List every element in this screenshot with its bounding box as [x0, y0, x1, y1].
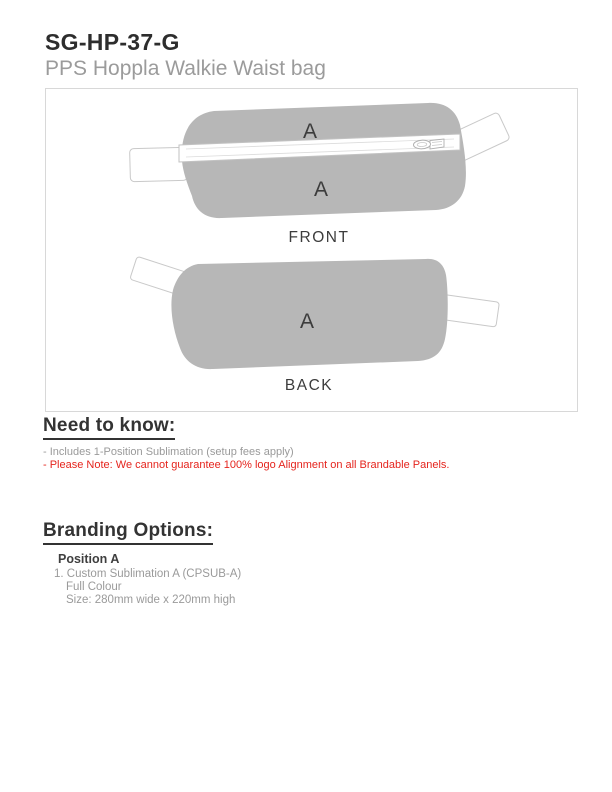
note-sublimation: - Includes 1-Position Sublimation (setup fees apply) — [43, 446, 294, 458]
need-to-know-section — [43, 415, 175, 440]
front-bottom-panel-marker: A — [313, 178, 329, 201]
front-top-panel-marker: A — [302, 120, 318, 143]
position-a-method: 1. Custom Sublimation A (CPSUB-A) — [54, 568, 242, 580]
front-caption: FRONT — [288, 229, 350, 246]
waist-bag-diagram — [46, 89, 575, 409]
product-diagram-box — [45, 88, 578, 412]
back-caption: BACK — [284, 377, 334, 394]
front-view-illustration — [130, 103, 511, 246]
branding-options-heading: Branding Options: — [43, 520, 213, 545]
position-a-size: Size: 280mm wide x 220mm high — [66, 594, 236, 606]
need-to-know-heading: Need to know: — [43, 415, 175, 440]
position-a-name: Position A — [58, 552, 120, 566]
position-a-colour: Full Colour — [66, 581, 122, 593]
note-alignment-warning: - Please Note: We cannot guarantee 100% logo Alignment on all Brandable Panels. — [43, 459, 450, 471]
product-code-title: SG-HP-37-G — [45, 29, 180, 55]
branding-options-section — [43, 520, 213, 545]
back-view-illustration — [130, 256, 500, 394]
product-name-subtitle: PPS Hoppla Walkie Waist bag — [45, 57, 326, 80]
back-panel-marker: A — [299, 310, 315, 333]
